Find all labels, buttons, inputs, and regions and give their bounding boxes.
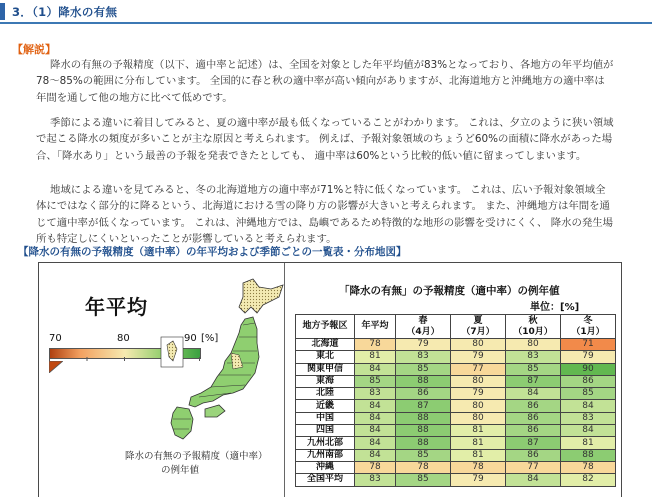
spring-label: 春 (418, 315, 428, 326)
spring-value-cell: 85 (396, 363, 451, 375)
region-cell: 全国平均 (296, 474, 355, 486)
autumn-value-cell: 77 (506, 461, 561, 473)
col-header-region: 地方予報区 (296, 315, 355, 339)
region-cell: 東海 (296, 375, 355, 387)
autumn-value-cell: 84 (506, 388, 561, 400)
annual-value-cell: 85 (355, 375, 396, 387)
spring-value-cell: 88 (396, 437, 451, 449)
col-header-winter (561, 315, 616, 339)
col-header-summer (451, 315, 506, 339)
region-cell: 近畿 (296, 400, 355, 412)
annual-value-cell: 84 (355, 425, 396, 437)
winter-value-cell: 83 (561, 412, 616, 424)
paragraph-2 (36, 115, 614, 164)
table-row (296, 461, 616, 473)
scale-label-80: 80 (117, 333, 130, 344)
summer-value-cell: 78 (451, 461, 506, 473)
winter-value-cell: 71 (561, 339, 616, 351)
annual-value-cell: 84 (355, 412, 396, 424)
region-cell: 北陸 (296, 388, 355, 400)
figure-panel (38, 262, 622, 497)
summer-value-cell: 81 (451, 437, 506, 449)
scale-label-unit: [%] (201, 333, 219, 344)
summer-value-cell: 80 (451, 400, 506, 412)
spring-value-cell: 78 (396, 461, 451, 473)
table-row (296, 425, 616, 437)
autumn-label: 秋 (528, 315, 538, 326)
section-header (0, 0, 652, 24)
table-row (296, 400, 616, 412)
winter-label: 冬 (583, 315, 593, 326)
map-title: 年平均 (85, 295, 148, 319)
autumn-value-cell: 86 (506, 425, 561, 437)
summer-value-cell: 79 (451, 351, 506, 363)
table-row (296, 437, 616, 449)
col-header-annual: 年平均 (355, 315, 396, 339)
table-title: 「降水の有無」の予報精度（適中率）の例年値 (339, 285, 560, 297)
summer-value-cell: 81 (451, 449, 506, 461)
paragraph-1-text: 降水の有無の予報精度（以下、適中率と記述）は、全国を対象とした年平均値が83%となっており、各地方の年平均値が78～85%の範囲に分布しています。 全国的に春と秋の適中率が高い傾向がありますが、北海道地方と沖縄地方の適中率は年間を通して他の地方に比べて低めです。 (36, 59, 614, 104)
spring-months-label: （4月） (406, 326, 440, 337)
region-cell: 北海道 (296, 339, 355, 351)
summer-value-cell: 80 (451, 412, 506, 424)
table-header-row (296, 315, 616, 339)
spring-value-cell: 85 (396, 449, 451, 461)
autumn-value-cell: 84 (506, 474, 561, 486)
spring-value-cell: 88 (396, 375, 451, 387)
scale-label-90: 90 (184, 333, 197, 344)
col-header-autumn (506, 315, 561, 339)
winter-value-cell: 84 (561, 400, 616, 412)
annual-value-cell: 78 (355, 461, 396, 473)
autumn-value-cell: 85 (506, 363, 561, 375)
autumn-value-cell: 87 (506, 437, 561, 449)
table-row (296, 388, 616, 400)
region-cell: 九州南部 (296, 449, 355, 461)
spring-value-cell: 88 (396, 412, 451, 424)
explanation-label: 【解説】 (12, 43, 56, 56)
summer-value-cell: 81 (451, 425, 506, 437)
map-caption-line-1: 降水の有無の予報精度（適中率） (125, 451, 268, 462)
winter-value-cell: 90 (561, 363, 616, 375)
summer-value-cell: 79 (451, 474, 506, 486)
annual-value-cell: 84 (355, 400, 396, 412)
table-row (296, 474, 616, 486)
autumn-value-cell: 86 (506, 412, 561, 424)
winter-value-cell: 84 (561, 425, 616, 437)
paragraph-3-text: 地域による違いを見てみると、冬の北海道地方の適中率が71%と特に低くなっています。 これは、広い予報対象領域全体にではなく部分的に降るという、北海道における雪の降り方の影響が大きいと考えられます。 また、沖縄地方は年間を通じて適中率が低くなっています。 これは、沖縄地方では、島嶼であるため特徴的な地形の影響を受けにくく、 降水の発生場所も特定しにくいといったことが影響していると考えられます。 (36, 184, 614, 246)
annual-value-cell: 84 (355, 449, 396, 461)
annual-value-cell: 83 (355, 388, 396, 400)
winter-value-cell: 82 (561, 474, 616, 486)
spring-value-cell: 85 (396, 474, 451, 486)
winter-value-cell: 79 (561, 351, 616, 363)
winter-value-cell: 88 (561, 449, 616, 461)
region-cell: 四国 (296, 425, 355, 437)
figure-heading: 【降水の有無の予報精度（適中率）の年平均および季節ごとの一覧表・分布地図】 (18, 246, 407, 258)
scale-label-70: 70 (49, 333, 62, 344)
summer-label: 夏 (473, 315, 483, 326)
kyushu-region (171, 407, 193, 439)
accuracy-table (295, 314, 616, 487)
summer-value-cell: 77 (451, 363, 506, 375)
table-row (296, 339, 616, 351)
autumn-value-cell: 87 (506, 375, 561, 387)
table-row (296, 375, 616, 387)
spring-value-cell: 87 (396, 400, 451, 412)
shikoku-region (205, 405, 225, 417)
winter-value-cell: 78 (561, 461, 616, 473)
scale-arrow-icon (49, 361, 63, 373)
table-row (296, 412, 616, 424)
spring-value-cell: 79 (396, 339, 451, 351)
summer-value-cell: 79 (451, 388, 506, 400)
spring-value-cell: 88 (396, 425, 451, 437)
spring-value-cell: 86 (396, 388, 451, 400)
japan-map (159, 277, 285, 447)
spring-value-cell: 83 (396, 351, 451, 363)
winter-value-cell: 81 (561, 437, 616, 449)
region-cell: 九州北部 (296, 437, 355, 449)
paragraph-2-text: 季節による違いに着目してみると、夏の適中率が最も低くなっていることがわかります。 これは、夕立のように狭い領域で起こる降水の頻度が多いことが主な原因と考えられます。 例えば、予報対象領域のちょうど60%の面積に降水があった場合、「降水あり」という最善の予報を発表できたとしても、 適中率は60%という比較的低い値に留まってしまいます。 (36, 117, 614, 162)
hokkaido-region (239, 279, 283, 313)
autumn-value-cell: 86 (506, 400, 561, 412)
header-accent-bar (0, 3, 5, 20)
region-cell: 関東甲信 (296, 363, 355, 375)
autumn-months-label: （10月） (513, 326, 553, 337)
autumn-value-cell: 80 (506, 339, 561, 351)
winter-value-cell: 85 (561, 388, 616, 400)
table-row (296, 449, 616, 461)
summer-value-cell: 80 (451, 339, 506, 351)
annual-value-cell: 83 (355, 474, 396, 486)
region-cell: 東北 (296, 351, 355, 363)
col-header-spring (396, 315, 451, 339)
annual-value-cell: 84 (355, 437, 396, 449)
table-row (296, 363, 616, 375)
region-cell: 中国 (296, 412, 355, 424)
section-title: 3．（1）降水の有無 (12, 5, 118, 19)
table-row (296, 351, 616, 363)
table-body (296, 339, 616, 487)
winter-value-cell: 86 (561, 375, 616, 387)
paragraph-1 (36, 57, 614, 106)
annual-value-cell: 78 (355, 339, 396, 351)
summer-value-cell: 80 (451, 375, 506, 387)
annual-value-cell: 81 (355, 351, 396, 363)
okinawa-inset (161, 337, 183, 367)
summer-months-label: （7月） (461, 326, 495, 337)
honshu-region (189, 317, 259, 407)
autumn-value-cell: 83 (506, 351, 561, 363)
table-unit: 単位：[%] (530, 302, 580, 313)
annual-value-cell: 84 (355, 363, 396, 375)
map-caption (125, 450, 275, 478)
map-caption-line-2: の例年値 (161, 465, 200, 476)
paragraph-3 (36, 182, 614, 248)
winter-months-label: （1月） (571, 326, 605, 337)
autumn-value-cell: 86 (506, 449, 561, 461)
region-cell: 沖縄 (296, 461, 355, 473)
